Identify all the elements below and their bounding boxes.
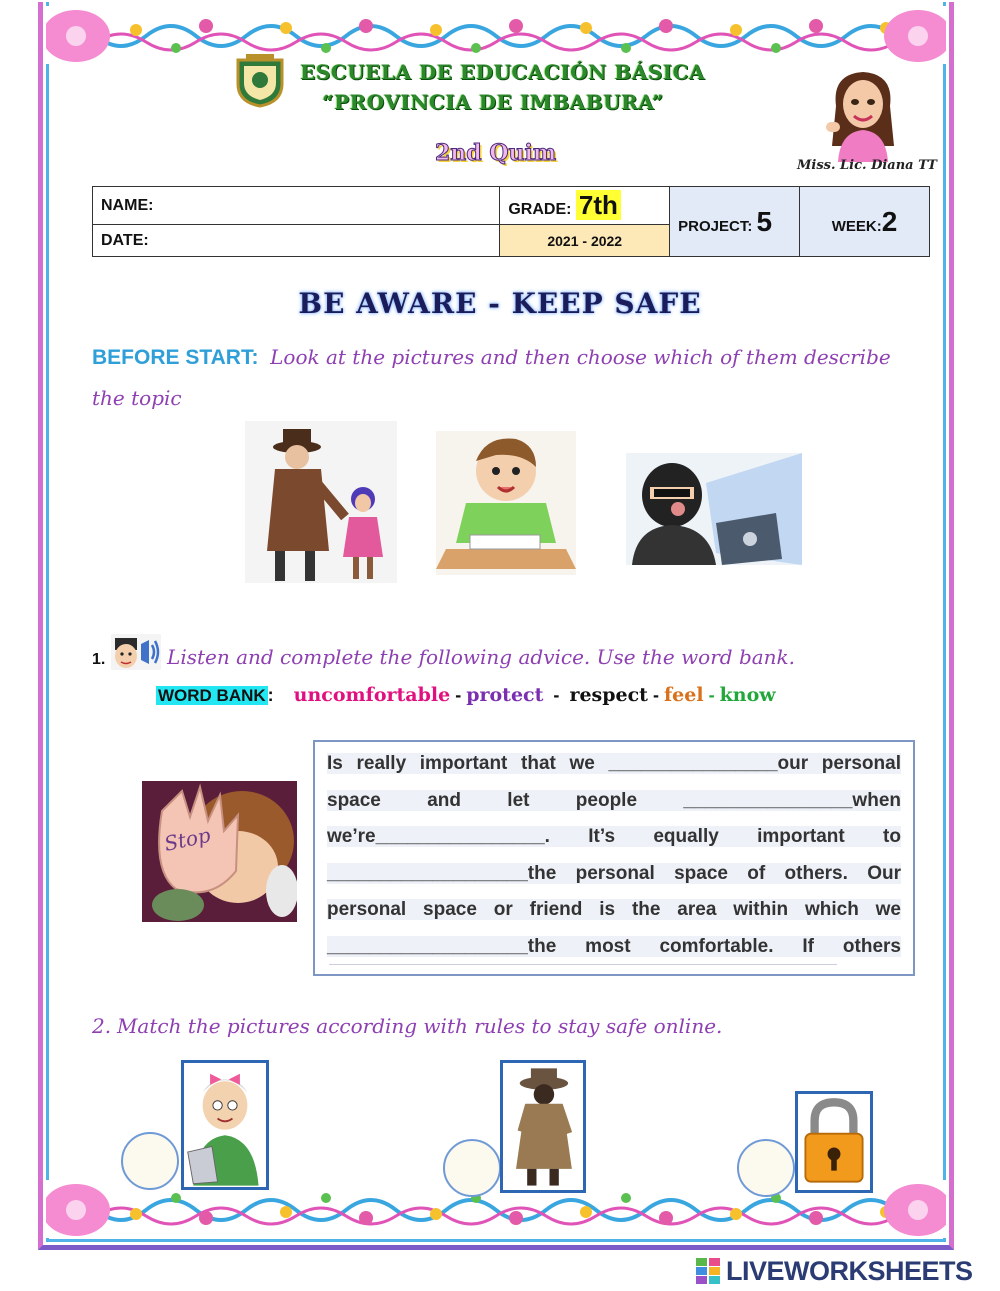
teacher-avatar: [818, 66, 908, 162]
match-circle-2[interactable]: [443, 1139, 501, 1197]
liveworksheets-brand: LIVEWORKSHEETS: [726, 1255, 973, 1286]
date-label: DATE:: [101, 231, 149, 249]
grade-value: 7th: [576, 190, 621, 220]
advice-line-6[interactable]: ___________________the most comfortable. If others: [327, 935, 901, 957]
advice-paragraph-box: [313, 740, 915, 976]
match-circle-1[interactable]: [121, 1132, 179, 1190]
section-2-heading: [92, 1006, 940, 1047]
svg-text:Stop: Stop: [162, 822, 213, 856]
week-cell: [800, 187, 930, 257]
before-start-section: [92, 337, 940, 419]
word-protect: protect: [466, 684, 544, 706]
school-crest-logo: [232, 50, 288, 108]
boy-studying-picture[interactable]: [436, 431, 576, 575]
word-separator: -: [553, 685, 560, 705]
grandma-laptop-picture[interactable]: [181, 1060, 269, 1190]
liveworksheets-icon: [696, 1258, 720, 1284]
liveworksheets-logo[interactable]: [696, 1257, 973, 1285]
student-info-table: [92, 186, 930, 257]
word-bank: [156, 684, 776, 706]
word-bank-label: WORD BANK: [158, 686, 266, 705]
section-1-instruction: Listen and complete the following advice. Use the word bank.: [167, 645, 796, 669]
section-1-number: 1.: [92, 651, 106, 668]
worksheet-title: BE AWARE - KEEP SAFE: [298, 287, 702, 320]
match-circle-3[interactable]: [737, 1139, 795, 1197]
advice-line-5[interactable]: personal space or friend is the area within which we: [327, 899, 901, 920]
project-cell: [670, 187, 800, 257]
section-1-heading: [92, 634, 940, 680]
name-cell[interactable]: [93, 187, 500, 225]
project-value: 5: [756, 205, 773, 237]
name-label: NAME:: [101, 196, 154, 214]
advice-line-2[interactable]: space and let people ________________when: [327, 789, 901, 811]
spy-stranger-picture[interactable]: [500, 1060, 586, 1193]
word-separator: -: [455, 685, 462, 705]
grade-cell: [500, 187, 670, 225]
stranger-and-child-picture[interactable]: [245, 421, 397, 583]
advice-line-1[interactable]: Is really important that we ________________our personal: [327, 753, 901, 774]
listen-audio-icon[interactable]: [111, 634, 161, 670]
word-uncomfortable: uncomfortable: [293, 684, 451, 706]
advice-line-4[interactable]: ___________________the personal space of others. Our: [327, 862, 901, 884]
before-start-text-line2: the topic: [92, 386, 182, 410]
stop-hand-child-picture[interactable]: [142, 781, 297, 922]
project-label: PROJECT:: [678, 217, 753, 235]
word-separator: -: [708, 685, 715, 705]
teacher-caption: Miss. Lic. Diana TT: [797, 158, 937, 173]
floral-border-top: [46, 6, 946, 64]
school-name-line1: ESCUELA DE EDUCACIÓN BÁSICA: [300, 60, 705, 84]
faded-line: [329, 964, 837, 965]
advice-line-3[interactable]: we’re________________. It’s equally important to: [327, 826, 901, 847]
word-feel: feel: [663, 684, 704, 706]
before-start-label: BEFORE START:: [92, 346, 259, 369]
week-value: 2: [881, 205, 898, 237]
week-label: WEEK:: [831, 217, 882, 235]
hacker-with-laptop-picture[interactable]: [626, 453, 802, 565]
before-start-text-line1: Look at the pictures and then choose which of them describe: [270, 345, 891, 369]
word-know: know: [719, 684, 776, 706]
quimester-label: 2nd Quim: [435, 140, 557, 166]
word-respect: respect: [569, 684, 648, 706]
section-2-instruction: Match the pictures according with rules to stay safe online.: [116, 1014, 723, 1038]
school-name-line2: “PROVINCIA DE IMBABURA”: [322, 90, 664, 114]
section-2-number: 2.: [92, 1014, 112, 1038]
grade-label: GRADE:: [508, 201, 572, 218]
word-separator: -: [652, 685, 659, 705]
word-bank-colon: :: [267, 685, 274, 705]
padlock-picture[interactable]: [795, 1091, 873, 1193]
date-cell[interactable]: [93, 225, 500, 257]
school-year: 2021 - 2022: [500, 225, 670, 257]
